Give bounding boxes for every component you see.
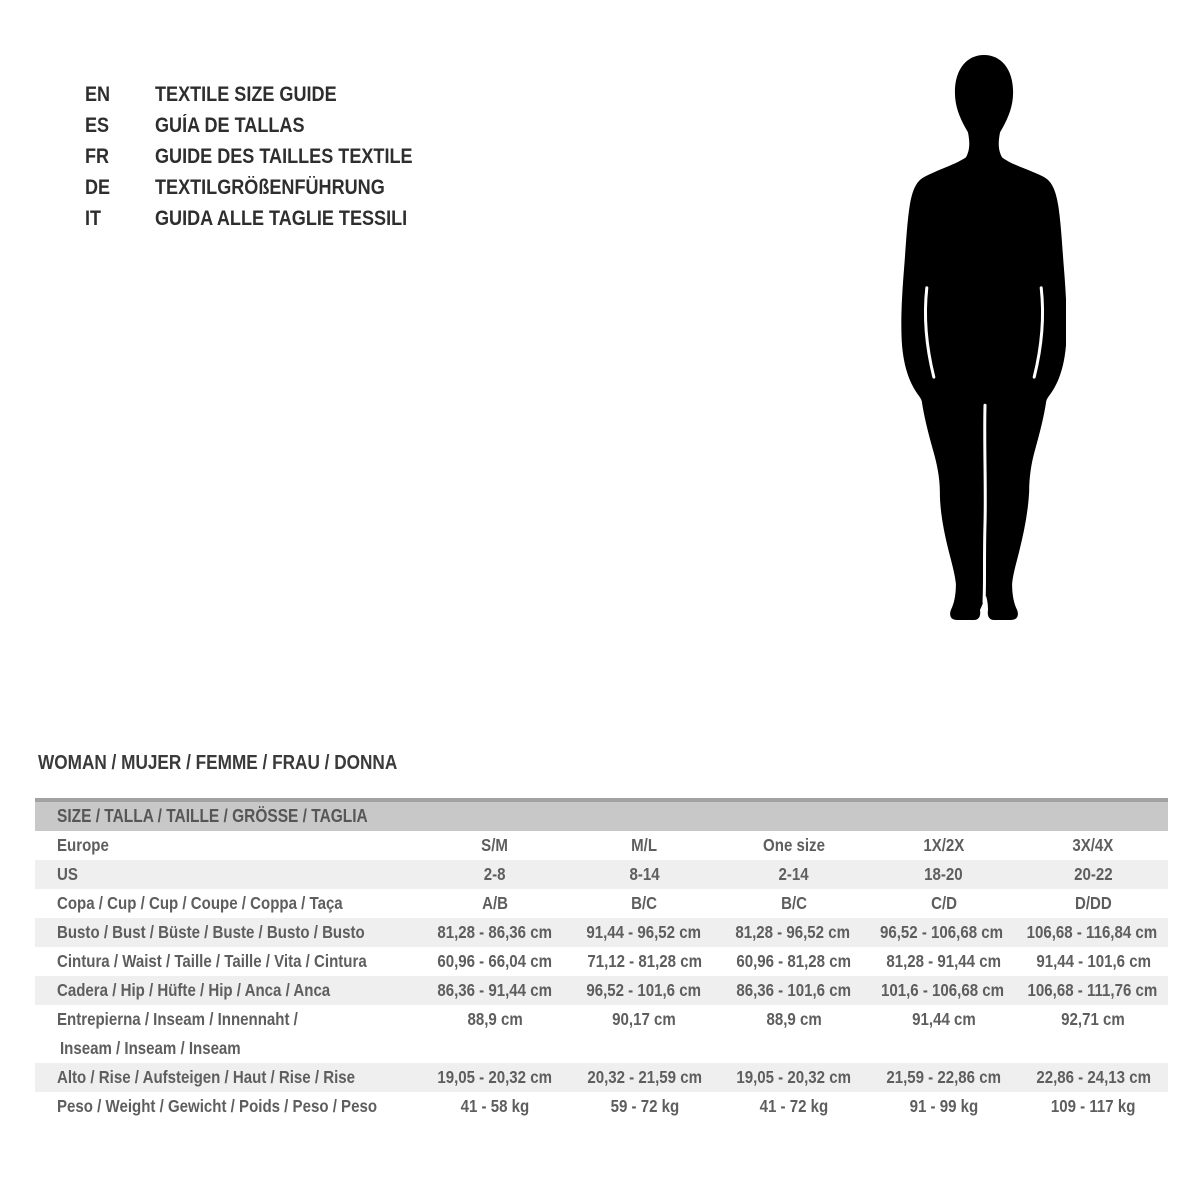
size-value-cell: 59 - 72 kg [610, 1096, 679, 1116]
language-row [85, 172, 454, 203]
size-value-cell: 92,71 cm [1061, 1009, 1125, 1029]
table-row [35, 918, 1168, 947]
row-label: Europe [57, 835, 109, 855]
size-value-cell: 91 - 99 kg [909, 1096, 978, 1116]
size-value-cell: M/L [631, 835, 658, 855]
size-value-cell: 90,17 cm [612, 1009, 677, 1029]
size-value-cell: 81,28 - 96,52 cm [735, 922, 850, 942]
language-title: TEXTILGRÖßENFÜHRUNG [155, 175, 385, 199]
language-code: DE [85, 175, 111, 199]
size-value-cell: 101,6 - 106,68 cm [881, 980, 1005, 1000]
language-row [85, 79, 454, 110]
size-value-cell: C/D [930, 893, 957, 913]
size-value-cell: 8-14 [629, 864, 660, 884]
row-label: Peso / Weight / Gewicht / Poids / Peso / Peso [57, 1096, 378, 1116]
size-value-cell: 91,44 - 101,6 cm [1035, 951, 1151, 971]
table-row [35, 976, 1168, 1005]
size-value-cell: 2-8 [483, 864, 506, 884]
table-row [35, 889, 1168, 918]
size-value-cell: 22,86 - 24,13 cm [1035, 1067, 1151, 1087]
size-value-cell: 86,36 - 101,6 cm [735, 980, 851, 1000]
size-value-cell: 18-20 [924, 864, 963, 884]
row-label: Copa / Cup / Cup / Coupe / Coppa / Taça [57, 893, 343, 913]
language-code: FR [85, 144, 110, 168]
size-value-cell: D/DD [1074, 893, 1112, 913]
size-value-cell: 20-22 [1073, 864, 1113, 884]
size-value-cell: 21,59 - 22,86 cm [886, 1067, 1001, 1087]
language-code: EN [85, 82, 111, 106]
size-table [35, 798, 1168, 1121]
table-row [35, 1063, 1168, 1092]
woman-silhouette-icon [899, 52, 1066, 629]
language-row [85, 141, 454, 172]
size-value-cell: 81,28 - 91,44 cm [886, 951, 1001, 971]
language-list [85, 79, 454, 234]
row-label: Cadera / Hip / Hüfte / Hip / Anca / Anca [57, 980, 331, 1000]
size-value-cell: 2-14 [778, 864, 810, 884]
size-value-cell: 106,68 - 116,84 cm [1026, 922, 1158, 942]
language-title: GUÍA DE TALLAS [155, 113, 305, 137]
size-value-cell: 1X/2X [923, 835, 965, 855]
language-title: GUIDE DES TAILLES TEXTILE [155, 144, 413, 168]
size-value-cell: 20,32 - 21,59 cm [587, 1067, 702, 1087]
section-title: WOMAN / MUJER / FEMME / FRAU / DONNA [38, 752, 398, 774]
size-value-cell: B/C [781, 893, 807, 913]
size-value-cell: 96,52 - 106,68 cm [880, 922, 1004, 942]
row-label: Busto / Bust / Büste / Buste / Busto / Busto [57, 922, 365, 942]
row-label: Cintura / Waist / Taille / Taille / Vita / Cintura [57, 951, 367, 971]
size-value-cell: 19,05 - 20,32 cm [437, 1067, 553, 1087]
size-value-cell: 91,44 - 96,52 cm [586, 922, 701, 942]
language-code: ES [85, 113, 110, 137]
table-row [35, 1005, 1168, 1063]
language-row [85, 203, 454, 234]
language-title: TEXTILE SIZE GUIDE [155, 82, 337, 106]
size-value-cell: 41 - 72 kg [759, 1096, 829, 1116]
table-row [35, 947, 1168, 976]
size-value-cell: 19,05 - 20,32 cm [736, 1067, 852, 1087]
language-title: GUIDA ALLE TAGLIE TESSILI [155, 206, 408, 230]
size-value-cell: B/C [631, 893, 658, 913]
row-label: Entrepierna / Inseam / Innennaht / Inseam / Inseam / Inseam [57, 1009, 298, 1058]
table-row [35, 831, 1168, 860]
size-value-cell: 88,9 cm [467, 1009, 523, 1029]
language-code: IT [85, 206, 102, 230]
size-value-cell: 106,68 - 111,76 cm [1027, 980, 1158, 1000]
size-value-cell: One size [763, 835, 825, 855]
size-value-cell: 109 - 117 kg [1050, 1096, 1136, 1116]
size-value-cell: 60,96 - 66,04 cm [437, 951, 553, 971]
table-header: SIZE / TALLA / TAILLE / GRÖSSE / TAGLIA [35, 798, 1168, 831]
row-label: Alto / Rise / Aufsteigen / Haut / Rise / Rise [57, 1067, 356, 1087]
size-value-cell: 91,44 cm [911, 1009, 976, 1029]
size-value-cell: 60,96 - 81,28 cm [736, 951, 852, 971]
language-row [85, 110, 454, 141]
size-table-body [35, 831, 1168, 1121]
table-row [35, 860, 1168, 889]
table-row [35, 1092, 1168, 1121]
size-value-cell: 71,12 - 81,28 cm [587, 951, 702, 971]
size-value-cell: 96,52 - 101,6 cm [586, 980, 702, 1000]
size-value-cell: S/M [481, 835, 509, 855]
size-value-cell: A/B [481, 893, 508, 913]
size-value-cell: 41 - 58 kg [460, 1096, 530, 1116]
size-value-cell: 81,28 - 86,36 cm [437, 922, 552, 942]
size-value-cell: 88,9 cm [766, 1009, 822, 1029]
row-label: US [57, 864, 78, 884]
size-value-cell: 3X/4X [1072, 835, 1114, 855]
size-value-cell: 86,36 - 91,44 cm [437, 980, 552, 1000]
